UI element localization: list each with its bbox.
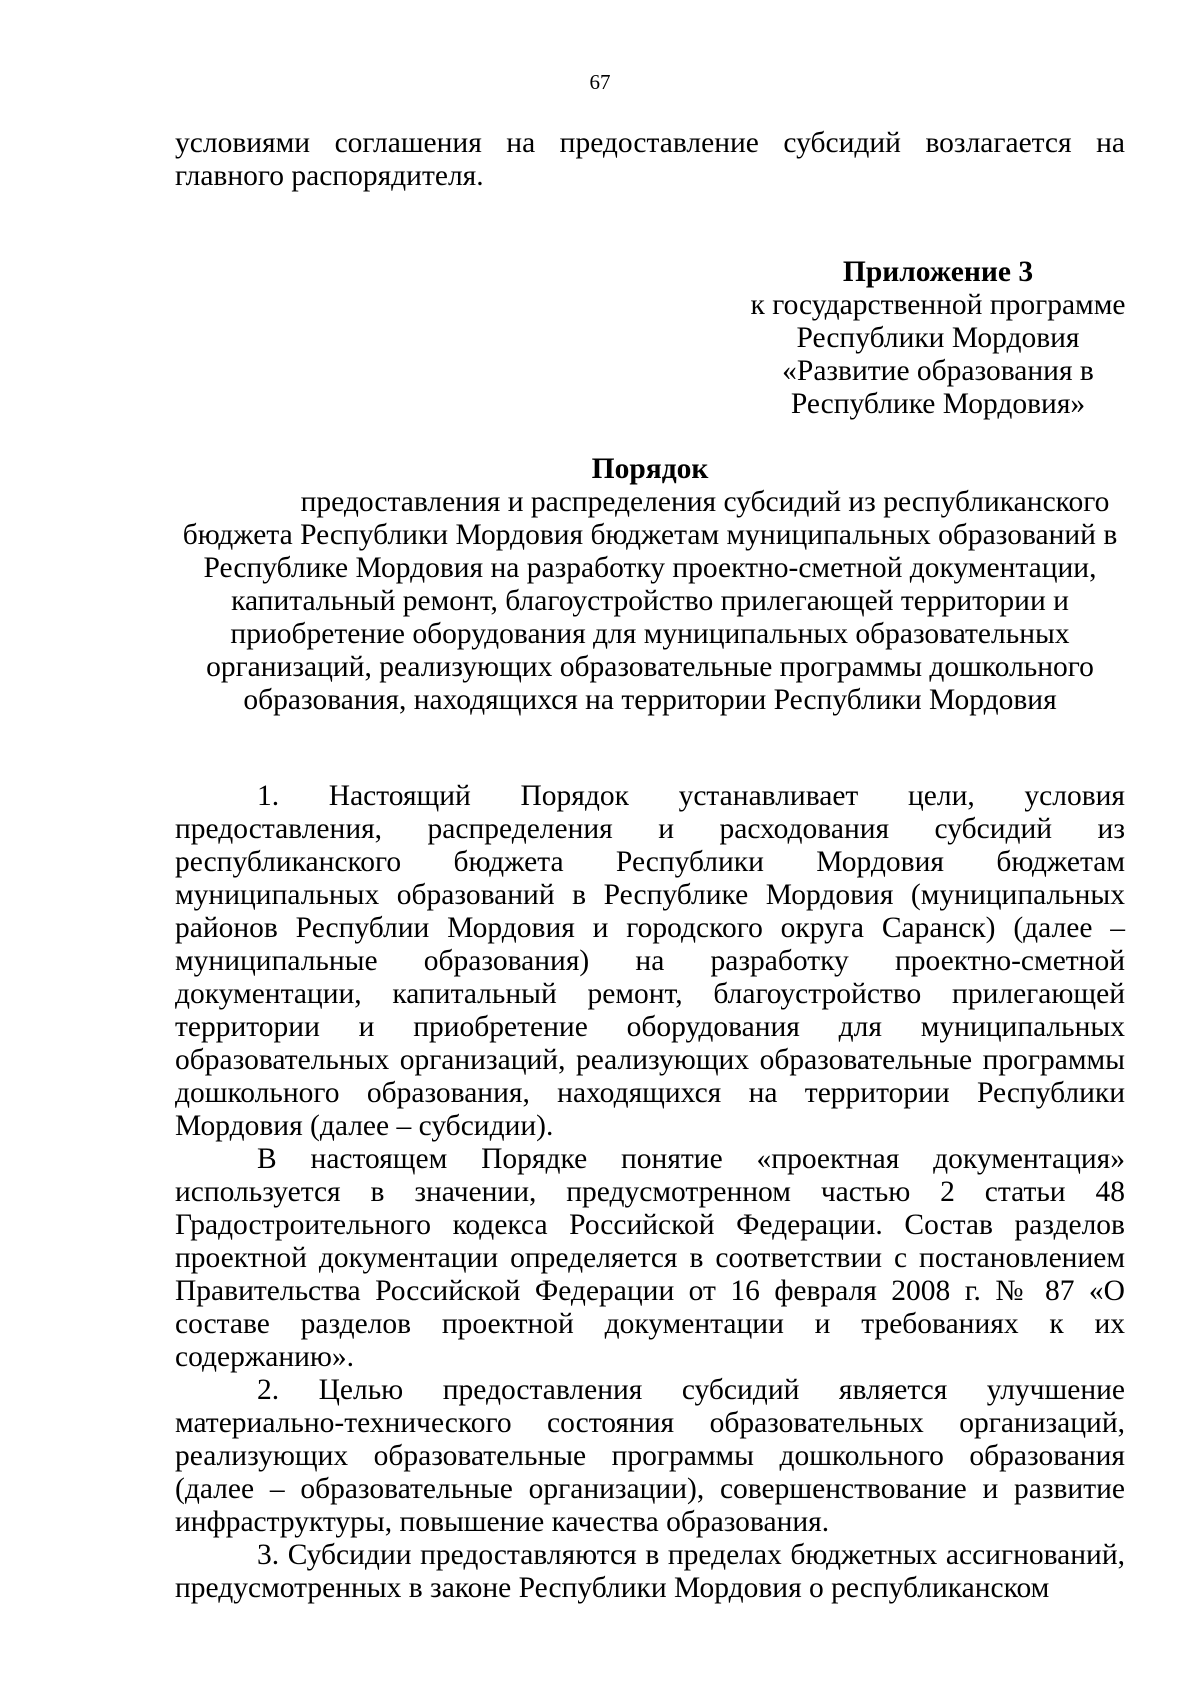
paragraph-2: 2. Целью предоставления субсидий является улучшение материально-технического состояния образовательных организаций, реализующих образовательные программы дошкольного образования (далее – образовательные организации), совершенствование и развитие инфраструктуры, повышение качества образования. [175,1374,1125,1538]
document-body [175,780,1125,1605]
order-subtitle-line: капитальный ремонт, благоустройство прилегающей территории и [231,585,1069,617]
appendix-line: Республики Мордовия [796,322,1080,354]
order-subtitle-line: бюджета Республики Мордовия бюджетам муниципальных образований в [182,519,1118,551]
paragraph-3: 3. Субсидии предоставляются в пределах бюджетных ассигнований, предусмотренных в законе Республики Мордовия о республиканском [175,1539,1125,1604]
appendix-header [728,256,1148,421]
appendix-line: к государственной программе [750,289,1126,321]
order-subtitle-line: приобретение оборудования для муниципальных образовательных [230,618,1070,650]
appendix-title: Приложение 3 [842,256,1034,288]
order-subtitle [180,486,1120,717]
paragraph-definition: В настоящем Порядке понятие «проектная документация» используется в значении, предусмотренном частью 2 статьи 48 Градостроительного кодекса Российской Федерации. Состав разделов проектной документации определяется в соответствии с постановлением Правительства Российской Федерации от 16 февраля 2008 г. № 87 «О составе разделов проектной документации и требованиях к их содержанию». [175,1143,1125,1373]
page-number: 67 [589,70,611,94]
paragraph-1: 1. Настоящий Порядок устанавливает цели, условия предоставления, распределения и расходования субсидий из республиканского бюджета Республики Мордовия бюджетам муниципальных образований в Республике Мордовия (муниципальных районов Республии Мордовия и городского округа Саранск) (далее – муниципальные образования) на разработку проектно-сметной документации, капитальный ремонт, благоустройство прилегающей территории и приобретение оборудования для муниципальных образовательных организаций, реализующих образовательные программы дошкольного образования, находящихся на территории Республики Мордовия (далее – субсидии). [175,780,1125,1142]
order-subtitle-line: Республике Мордовия на разработку проектно-сметной документации, [203,552,1097,584]
order-subtitle-line: образования, находящихся на территории Республики Мордовия [243,684,1057,716]
order-subtitle-line: предоставления и распределения субсидий из республиканского [300,486,1110,518]
order-title: Порядок [591,453,709,485]
order-subtitle-line: организаций, реализующих образовательные программы дошкольного [206,651,1094,683]
continuation-paragraph: условиями соглашения на предоставление субсидий возлагается на главного распорядителя. [175,127,1125,192]
appendix-line: «Развитие образования в [782,355,1094,387]
appendix-line: Республике Мордовия» [790,388,1086,420]
